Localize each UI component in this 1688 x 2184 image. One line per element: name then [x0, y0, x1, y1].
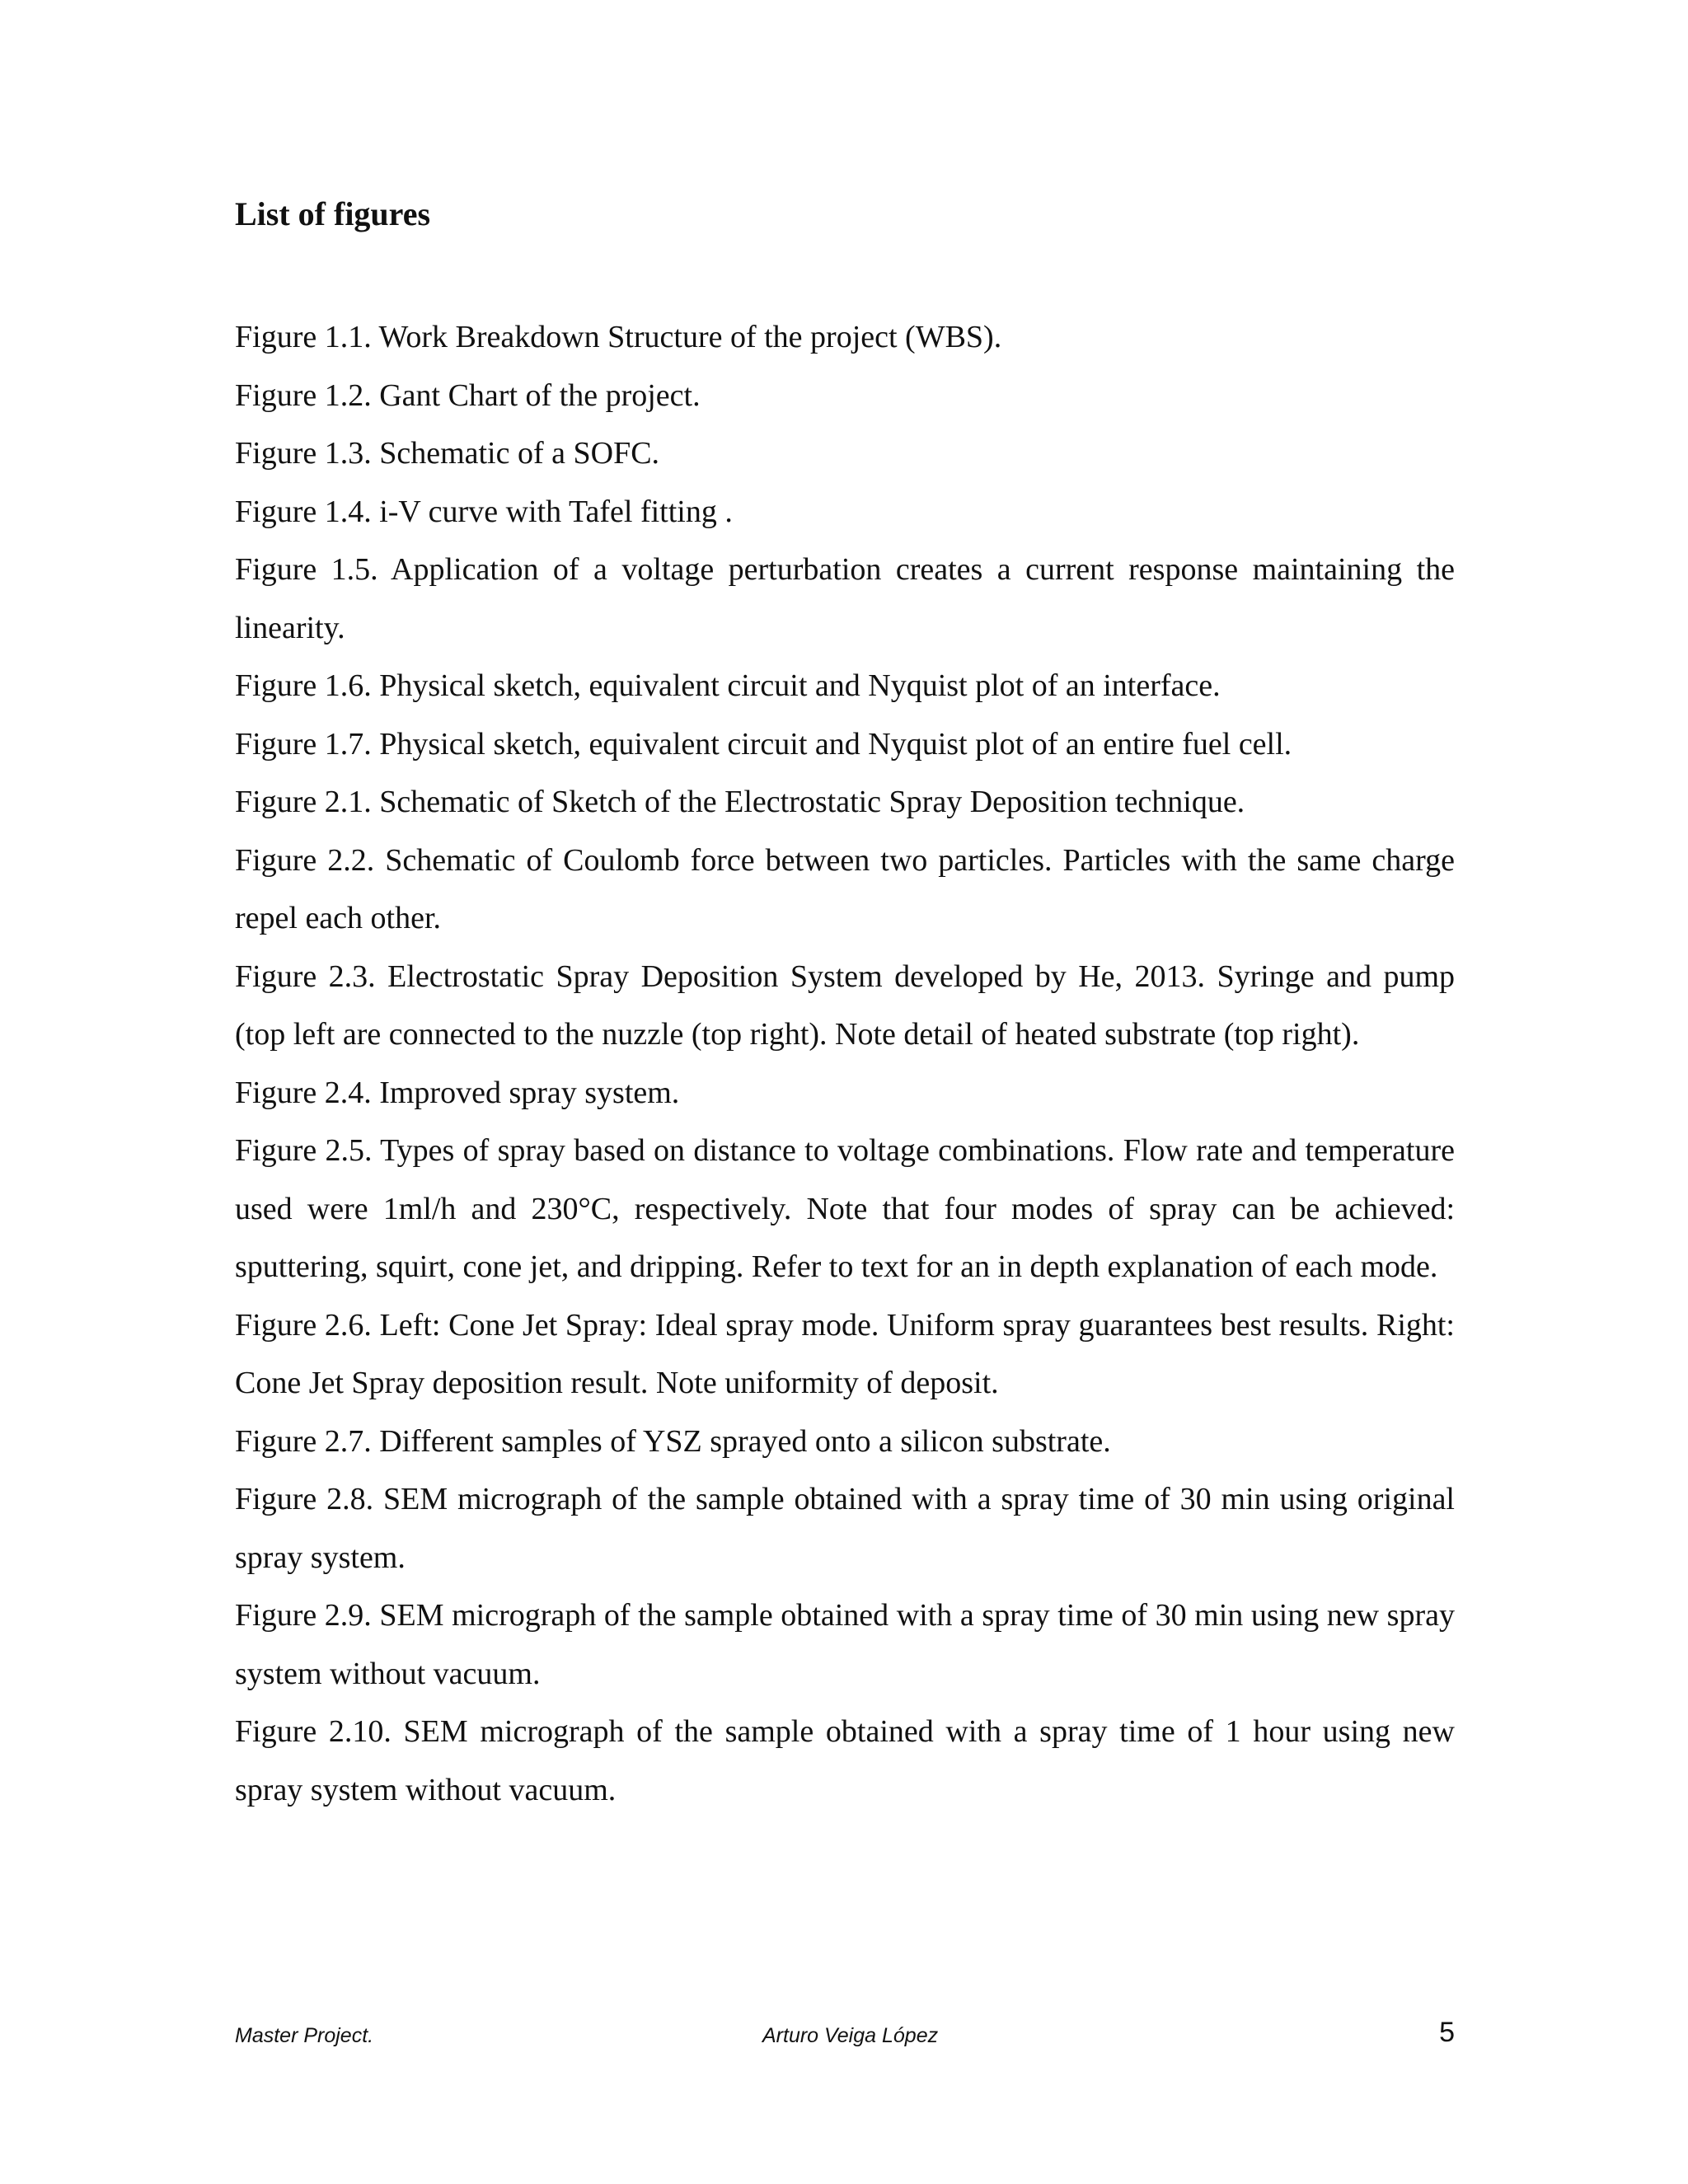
list-item: Figure 2.5. Types of spray based on distance to voltage combinations. Flow rate and temperature used were 1ml/h and 230°C, respectively. Note that four modes of spray can be achieved: sputtering, squirt, cone jet, and dripping. Refer to text for an in depth explanation of each mode. [235, 1133, 1455, 1284]
list-item: Figure 2.9. SEM micrograph of the sample obtained with a spray time of 30 min using new spray system without vacuum. [235, 1598, 1455, 1691]
list-item: Figure 1.3. Schematic of a SOFC. [235, 436, 660, 471]
footer-project-label: Master Project. [235, 2024, 374, 2047]
list-item: Figure 2.10. SEM micrograph of the sample obtained with a spray time of 1 hour using new spray system without vacuum. [235, 1714, 1455, 1807]
page-title: List of figures [235, 195, 431, 232]
list-item: Figure 1.6. Physical sketch, equivalent circuit and Nyquist plot of an interface. [235, 668, 1221, 703]
list-item: Figure 1.7. Physical sketch, equivalent circuit and Nyquist plot of an entire fuel cell. [235, 726, 1292, 762]
list-item: Figure 2.7. Different samples of YSZ sprayed onto a silicon substrate. [235, 1423, 1111, 1459]
list-item: Figure 2.3. Electrostatic Spray Deposition System developed by He, 2013. Syringe and pump (top left are connected to the nuzzle (top right). Note detail of heated substrate (top right). [235, 958, 1455, 1052]
list-item: Figure 2.2. Schematic of Coulomb force between two particles. Particles with the same charge repel each other. [235, 842, 1455, 935]
list-item: Figure 2.6. Left: Cone Jet Spray: Ideal spray mode. Uniform spray guarantees best results. Right: Cone Jet Spray deposition result. Note uniformity of deposit. [235, 1307, 1455, 1400]
list-item: Figure 1.5. Application of a voltage perturbation creates a current response maintaining the linearity. [235, 552, 1455, 645]
page-number: 5 [1439, 2017, 1455, 2048]
page-footer [235, 2019, 1455, 2052]
figure-list [235, 308, 1455, 1819]
list-item: Figure 1.1. Work Breakdown Structure of the project (WBS). [235, 320, 1002, 354]
list-item: Figure 2.1. Schematic of Sketch of the Electrostatic Spray Deposition technique. [235, 785, 1245, 819]
list-item: Figure 1.2. Gant Chart of the project. [235, 377, 701, 413]
footer-author: Arturo Veiga López [762, 2024, 939, 2047]
list-item: Figure 1.4. i-V curve with Tafel fitting . [235, 494, 733, 529]
list-item: Figure 2.4. Improved spray system. [235, 1075, 680, 1110]
list-item: Figure 2.8. SEM micrograph of the sample obtained with a spray time of 30 min using original spray system. [235, 1482, 1455, 1575]
